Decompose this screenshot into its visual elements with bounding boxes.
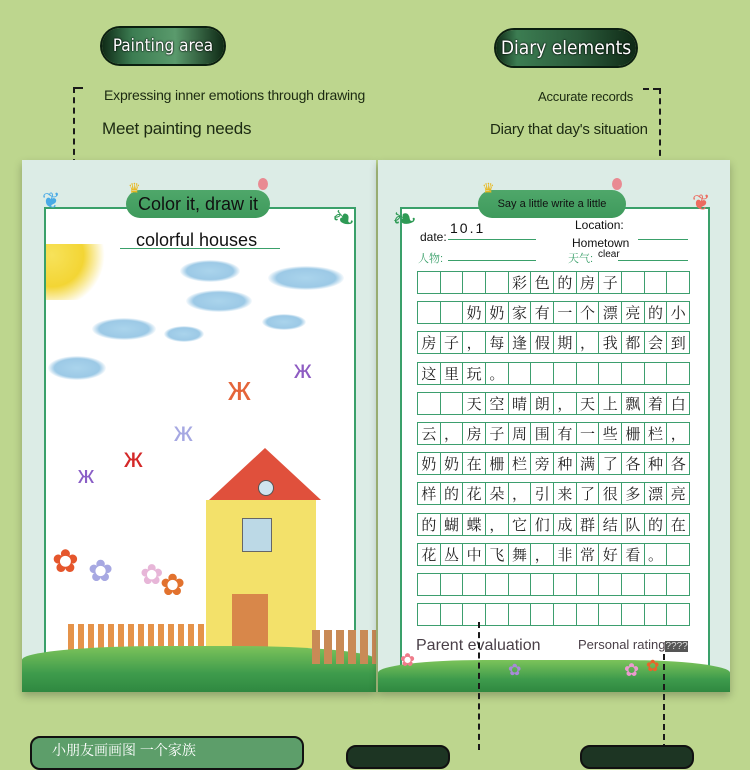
grid-cell[interactable]: 空 — [486, 393, 509, 414]
house-door — [232, 594, 268, 648]
grid-cell[interactable] — [441, 604, 464, 625]
painting-area-label: Painting area — [112, 36, 214, 56]
grid-cell[interactable] — [622, 272, 645, 293]
flower-drawing: ✿ — [160, 569, 186, 602]
grid-cell[interactable] — [531, 604, 554, 625]
grid-cell[interactable]: 周 — [509, 423, 532, 444]
crown-icon: ♛ — [482, 180, 495, 196]
grid-cell[interactable]: 旁 — [531, 453, 554, 474]
person-label: 人物: — [418, 253, 444, 265]
grid-cell[interactable]: 中 — [463, 544, 486, 565]
crown-icon: ♛ — [128, 180, 141, 196]
grid-cell[interactable]: 花 — [463, 483, 486, 504]
grid-cell[interactable]: ， — [509, 483, 532, 504]
butterfly-drawing: ж — [124, 442, 143, 473]
grid-cell[interactable]: 朵 — [486, 483, 509, 504]
grid-cell[interactable] — [463, 272, 486, 293]
person-underline — [448, 260, 536, 261]
diary-elements-badge — [496, 30, 636, 66]
grid-cell[interactable]: 房 — [418, 332, 441, 353]
grid-cell[interactable]: 种 — [554, 453, 577, 474]
location-value[interactable]: Hometown — [572, 236, 630, 250]
grid-cell[interactable]: 逢 — [509, 332, 532, 353]
grid-cell[interactable] — [577, 604, 600, 625]
grid-row — [417, 271, 690, 294]
grid-cell[interactable]: ， — [554, 393, 577, 414]
parent-evaluation-label: Parent evaluation — [416, 637, 541, 654]
bottom-badge-middle — [346, 745, 450, 769]
location-underline — [638, 239, 688, 240]
grid-cell[interactable] — [645, 604, 668, 625]
grid-cell[interactable]: 里 — [441, 363, 464, 384]
grid-cell[interactable]: 栏 — [509, 453, 532, 474]
grid-cell[interactable] — [441, 574, 464, 595]
grid-cell[interactable]: 蝶 — [463, 514, 486, 535]
grid-row — [417, 482, 690, 505]
grid-row — [417, 513, 690, 536]
grid-cell[interactable] — [418, 272, 441, 293]
grid-cell[interactable]: 成 — [554, 514, 577, 535]
grid-cell[interactable]: 。 — [486, 363, 509, 384]
grid-cell[interactable]: 奶 — [418, 453, 441, 474]
house-round-window — [258, 480, 274, 496]
grid-cell[interactable]: 一 — [554, 302, 577, 323]
parent-evaluation-leader — [478, 622, 480, 750]
grid-cell[interactable] — [554, 604, 577, 625]
personal-rating-label — [578, 637, 688, 652]
cloud — [186, 290, 252, 312]
weather-underline — [618, 260, 688, 261]
grid-cell[interactable]: 栅 — [486, 453, 509, 474]
grid-cell[interactable]: 晴 — [509, 393, 532, 414]
grid-cell[interactable]: 奶 — [463, 302, 486, 323]
grid-cell[interactable] — [418, 393, 441, 414]
grid-cell[interactable] — [418, 604, 441, 625]
grid-cell[interactable]: 多 — [622, 483, 645, 504]
grid-cell[interactable] — [554, 363, 577, 384]
bottom-badge-right — [580, 745, 694, 769]
grid-cell[interactable] — [486, 272, 509, 293]
date-label: date: — [420, 230, 447, 244]
grid-cell[interactable]: 的 — [418, 514, 441, 535]
grid-cell[interactable]: 都 — [622, 332, 645, 353]
house-window — [242, 518, 272, 552]
flower-drawing: ✿ — [52, 543, 79, 579]
grid-cell[interactable]: 的 — [645, 514, 668, 535]
grid-cell[interactable]: 些 — [599, 423, 622, 444]
grid-cell[interactable]: 期 — [554, 332, 577, 353]
right-leader-top — [643, 88, 659, 90]
grid-row — [417, 392, 690, 415]
grid-row — [417, 331, 690, 354]
grid-cell[interactable] — [441, 393, 464, 414]
butterfly-drawing: ж — [78, 462, 95, 489]
grid-cell[interactable]: 飞 — [486, 544, 509, 565]
grid-cell[interactable]: 个 — [577, 302, 600, 323]
grid-cell[interactable]: ， — [670, 425, 686, 443]
grid-cell[interactable] — [486, 574, 509, 595]
right-ribbon-label: Say a little write a little — [497, 198, 607, 210]
grid-cell[interactable]: 一 — [577, 423, 600, 444]
left-callout-line1: Expressing inner emotions through drawing — [104, 87, 366, 103]
grid-cell[interactable]: 假 — [531, 332, 554, 353]
grid-cell[interactable] — [599, 363, 622, 384]
rating-glyphs: ???? — [665, 641, 688, 652]
grid-cell[interactable]: 了 — [577, 483, 600, 504]
grid-cell[interactable] — [667, 272, 689, 293]
grid-cell[interactable]: 房 — [577, 272, 600, 293]
grid-cell[interactable]: 朗 — [531, 393, 554, 414]
grid-cell[interactable]: 满 — [577, 453, 600, 474]
personal-rating-text: Personal rating — [578, 637, 666, 652]
grid-cell[interactable]: 蝴 — [441, 514, 464, 535]
grid-cell[interactable]: 天 — [463, 393, 486, 414]
grid-cell[interactable] — [622, 574, 645, 595]
grid-cell[interactable] — [486, 604, 509, 625]
grid-cell[interactable]: 好 — [599, 544, 622, 565]
grid-cell[interactable] — [667, 604, 689, 625]
grid-cell[interactable] — [463, 604, 486, 625]
grid-row — [417, 543, 690, 566]
grid-cell[interactable] — [645, 574, 668, 595]
grid-cell[interactable] — [531, 363, 554, 384]
grid-cell[interactable]: 白 — [670, 394, 686, 413]
grid-cell[interactable]: 有 — [554, 423, 577, 444]
grid-cell[interactable]: 栏 — [645, 423, 668, 444]
grid-cell[interactable]: 的 — [441, 483, 464, 504]
grid-cell[interactable]: 天 — [577, 393, 600, 414]
grid-cell[interactable]: 色 — [531, 272, 554, 293]
grid-cell[interactable]: 种 — [645, 453, 668, 474]
grid-cell[interactable]: 的 — [554, 272, 577, 293]
butterfly-icon: ❦ — [692, 190, 711, 215]
grid-cell[interactable]: ， — [486, 514, 509, 535]
left-page — [22, 160, 376, 692]
grid-cell[interactable]: 上 — [599, 393, 622, 414]
grid-cell[interactable]: 会 — [645, 332, 668, 353]
grid-cell[interactable]: 子 — [441, 332, 464, 353]
cloud — [262, 314, 306, 330]
grid-cell[interactable] — [645, 363, 668, 384]
grid-cell[interactable]: 在 — [463, 453, 486, 474]
grid-cell[interactable]: 结 — [599, 514, 622, 535]
grid-cell[interactable] — [418, 574, 441, 595]
grid-row — [417, 603, 690, 626]
balloon-icon — [258, 178, 268, 190]
grid-row — [417, 422, 690, 445]
grid-row — [417, 452, 690, 475]
grid-cell[interactable]: 云 — [418, 423, 441, 444]
left-ribbon — [126, 190, 270, 218]
grid-cell[interactable]: 栅 — [622, 423, 645, 444]
grid-row — [417, 573, 690, 596]
grid-cell[interactable]: 亮 — [670, 485, 686, 504]
grid-row — [417, 362, 690, 385]
grid-cell[interactable] — [509, 574, 532, 595]
weather-value[interactable]: clear — [598, 249, 620, 260]
grid-cell[interactable]: 引 — [531, 483, 554, 504]
painting-area-badge — [102, 28, 224, 64]
date-underline — [448, 239, 536, 240]
cloud — [164, 326, 204, 342]
grid-cell[interactable]: 舞 — [509, 544, 532, 565]
right-callout-line1: Accurate records — [538, 89, 634, 104]
grid-cell[interactable]: 玩 — [463, 363, 486, 384]
grid-cell[interactable]: 围 — [531, 423, 554, 444]
cloud — [268, 266, 344, 290]
drawing-subtitle: colorful houses — [136, 230, 258, 250]
grid-cell[interactable]: 房 — [463, 423, 486, 444]
left-ribbon-label: Color it, draw it — [137, 193, 259, 214]
flower-drawing: ✿ — [140, 559, 164, 590]
grid-cell[interactable]: 飘 — [622, 393, 645, 414]
grid-cell[interactable] — [667, 574, 689, 595]
grid-cell[interactable]: 小 — [670, 304, 686, 323]
grid-cell[interactable]: 花 — [418, 544, 441, 565]
grid-cell[interactable]: 奶 — [486, 302, 509, 323]
grass-border — [378, 660, 730, 692]
grid-cell[interactable]: 们 — [531, 514, 554, 535]
flower-icon: ✿ — [646, 658, 660, 675]
writing-grid — [417, 271, 690, 626]
butterfly-icon: ❦ — [42, 188, 61, 213]
cloud — [92, 318, 156, 340]
bottom-badge-left-label: 小朋友画画图 一个家族 — [52, 742, 196, 758]
grid-cell[interactable]: 。 — [645, 544, 668, 565]
grid-cell[interactable]: 子 — [486, 423, 509, 444]
grid-cell[interactable] — [645, 272, 668, 293]
grid-row — [417, 301, 690, 324]
leaf-sprig-icon: ❧ — [392, 203, 418, 236]
grid-cell[interactable]: 群 — [577, 514, 600, 535]
grid-cell[interactable]: 来 — [554, 483, 577, 504]
butterfly-drawing: ж — [228, 370, 251, 408]
grid-cell[interactable] — [667, 544, 689, 565]
grid-cell[interactable]: 各 — [670, 455, 686, 474]
grid-cell[interactable]: 彩 — [509, 272, 532, 293]
balloon-icon — [612, 178, 622, 190]
grid-cell[interactable]: 漂 — [645, 483, 668, 504]
grid-cell[interactable]: 在 — [670, 515, 686, 534]
location-label: Location: — [575, 218, 624, 232]
weather-label: 天气: — [568, 253, 594, 265]
grid-cell[interactable]: 队 — [622, 514, 645, 535]
grid-cell[interactable] — [441, 302, 464, 323]
grid-cell[interactable]: ， — [577, 332, 600, 353]
grid-cell[interactable]: 各 — [622, 453, 645, 474]
grid-cell[interactable]: 家 — [509, 302, 532, 323]
right-ribbon — [478, 190, 626, 218]
sun-drawing — [46, 244, 106, 300]
grid-cell[interactable]: 了 — [599, 453, 622, 474]
bottom-badge-left — [30, 736, 304, 770]
grid-cell[interactable]: 子 — [599, 272, 622, 293]
left-callout-line2: Meet painting needs — [102, 119, 252, 138]
flower-drawing: ✿ — [88, 555, 114, 588]
grid-cell[interactable] — [622, 604, 645, 625]
grid-cell[interactable]: 非 — [554, 544, 577, 565]
date-value[interactable]: 10.1 — [450, 220, 486, 236]
cloud — [48, 356, 106, 380]
grid-cell[interactable]: 着 — [645, 393, 668, 414]
grid-cell[interactable]: 我 — [599, 332, 622, 353]
wooden-fence — [312, 630, 376, 664]
grid-cell[interactable] — [463, 574, 486, 595]
grid-cell[interactable]: ， — [463, 332, 486, 353]
grid-cell[interactable]: 它 — [509, 514, 532, 535]
grid-cell[interactable] — [509, 363, 532, 384]
grid-cell[interactable]: ， — [441, 423, 464, 444]
grid-cell[interactable]: 每 — [486, 332, 509, 353]
grid-cell[interactable]: 亮 — [622, 302, 645, 323]
grid-cell[interactable] — [531, 574, 554, 595]
butterfly-drawing: ж — [294, 354, 312, 384]
flower-icon: ✿ — [508, 662, 522, 679]
right-callout-line2: Diary that day's situation — [490, 121, 648, 138]
flower-icon: ✿ — [624, 660, 640, 680]
grid-cell[interactable] — [599, 574, 622, 595]
grid-cell[interactable] — [577, 574, 600, 595]
grid-cell[interactable] — [418, 302, 441, 323]
grid-cell[interactable]: 丛 — [441, 544, 464, 565]
grid-cell[interactable] — [441, 272, 464, 293]
grid-cell[interactable] — [599, 604, 622, 625]
grid-cell[interactable]: 奶 — [441, 453, 464, 474]
grid-cell[interactable] — [509, 604, 532, 625]
grid-cell[interactable] — [577, 363, 600, 384]
grid-cell[interactable]: 看 — [622, 544, 645, 565]
grid-cell[interactable]: 漂 — [599, 302, 622, 323]
grid-cell[interactable]: 到 — [670, 334, 686, 353]
leaf-sprig-icon: ❧ — [327, 199, 361, 238]
diary-elements-label: Diary elements — [500, 37, 632, 59]
grid-cell[interactable] — [667, 363, 689, 384]
personal-rating-leader — [663, 654, 665, 750]
grid-cell[interactable] — [554, 574, 577, 595]
grid-cell[interactable] — [622, 363, 645, 384]
grid-cell[interactable]: 常 — [577, 544, 600, 565]
right-page — [378, 160, 730, 692]
grid-cell[interactable]: 有 — [531, 302, 554, 323]
cloud — [180, 260, 240, 282]
butterfly-drawing: ж — [174, 416, 193, 447]
grid-cell[interactable]: 样 — [418, 483, 441, 504]
grid-cell[interactable]: 很 — [599, 483, 622, 504]
grid-cell[interactable]: 的 — [645, 302, 668, 323]
grid-cell[interactable]: ， — [531, 544, 554, 565]
flower-icon: ✿ — [400, 650, 416, 670]
grid-cell[interactable]: 这 — [418, 363, 441, 384]
